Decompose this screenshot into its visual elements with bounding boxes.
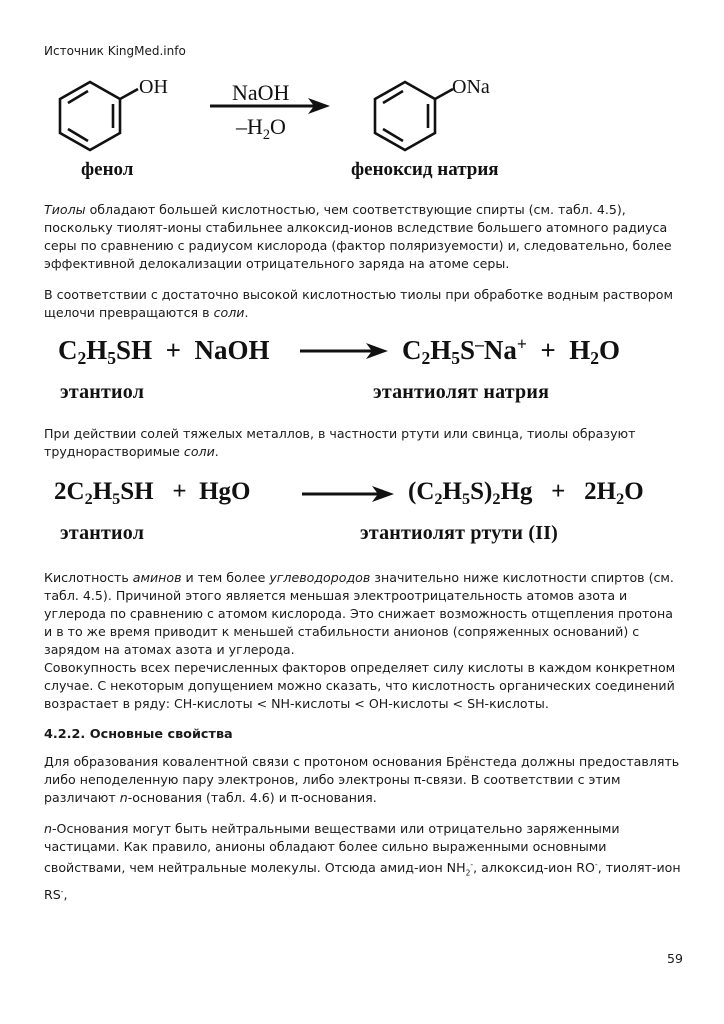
- sodium-phenoxide-label: феноксид натрия: [351, 159, 499, 180]
- equation-mercury-ethanethiolate: $(C_2H_5S)_2Hg + 2H_2O$: [408, 478, 644, 508]
- paragraph-heavy-metals: При действии солей тяжелых металлов, в частности ртути или свинца, тиолы образуют труднорастворимые соли.: [44, 426, 636, 459]
- paragraph-n-bases: n-Основания могут быть нейтральными веществами или отрицательно заряженными частицами. Как правило, анионы обладают более сильно выраженными основными свойствами, чем нейтральные молекулы. Отсюда амид-ион $NH_2^-$, алкоксид-ион RO-, тиолят-ион RS-,: [44, 821, 681, 902]
- paragraph-bronsted-bases: Для образования ковалентной связи с протоном основания Брёнстеда должны предоставлять либо неподеленную пару электронов, либо электроны π-связи. В соответствии с этим различают n-основания (табл. 4.6) и π-основания.: [44, 754, 680, 805]
- reagent-above: NaOH: [232, 80, 290, 105]
- ethanethiol-label-1: этантиол: [60, 381, 145, 403]
- reaction-arrow-2: [298, 341, 390, 361]
- page-number: 59: [667, 951, 683, 966]
- paragraph-thiols-salts: В соответствии с достаточно высокой кислотностью тиолы при обработке водным раствором щелочи превращаются в соли.: [44, 287, 673, 320]
- ethanethiol-label-2: этантиол: [60, 522, 145, 544]
- sodium-ethanethiolate-label: этантиолят натрия: [373, 381, 550, 403]
- phenol-substituent: OH: [139, 76, 168, 98]
- paragraph-amines-acidity: Кислотность аминов и тем более углеводородов значительно ниже кислотности спиртов (см. табл. 4.5). Причиной этого является меньшая электроотрицательность атомов азота и углерода по сравнению с атомом кислорода. Это снижает возможность отщепления протона и в то же время приводит к меньшей стабильности анионов (сопряженных оснований) с зарядом на атомах азота и углерода. Совокупность всех перечисленных факторов определяет силу кислоты в каждом конкретном случае. С некоторым допущением можно сказать, что кислотность органических соединений возрастает в ряду: CH-кислоты < NH-кислоты < OH-кислоты < SH-кислоты.: [44, 570, 676, 711]
- reaction-arrow-3: [300, 484, 396, 504]
- equation-sodium-ethanethiolate: C2H5S–Na+ + H2O: [402, 334, 621, 368]
- source-line: Источник KingMed.info: [44, 44, 186, 58]
- phenoxide-substituent: ONa: [452, 76, 490, 98]
- phenol-label: фенол: [81, 159, 134, 180]
- section-heading-basic-properties: 4.2.2. Основные свойства: [44, 727, 233, 742]
- equation-ethanethiol-hgo: $2C_2H_5SH$ + HgO: [54, 478, 251, 508]
- equation-ethanethiol-naoh: C2H5SH + NaOH: [58, 335, 270, 368]
- paragraph-thiols-acidity: Тиолы обладают большей кислотностью, чем соответствующие спирты (см. табл. 4.5), поскольку тиолят-ионы стабильнее алкоксид-ионов вследствие большего атомного радиуса серы по сравнению с радиусом кислорода (фактор поляризуемости) и, следовательно, более эффективной делокализации отрицательного заряда на атоме серы.: [44, 202, 672, 271]
- reaction-arrow-1: [208, 96, 332, 116]
- reagent-below: $-H_2O$: [236, 114, 286, 143]
- mercury-ethanethiolate-label: этантиолят ртути (II): [360, 522, 559, 544]
